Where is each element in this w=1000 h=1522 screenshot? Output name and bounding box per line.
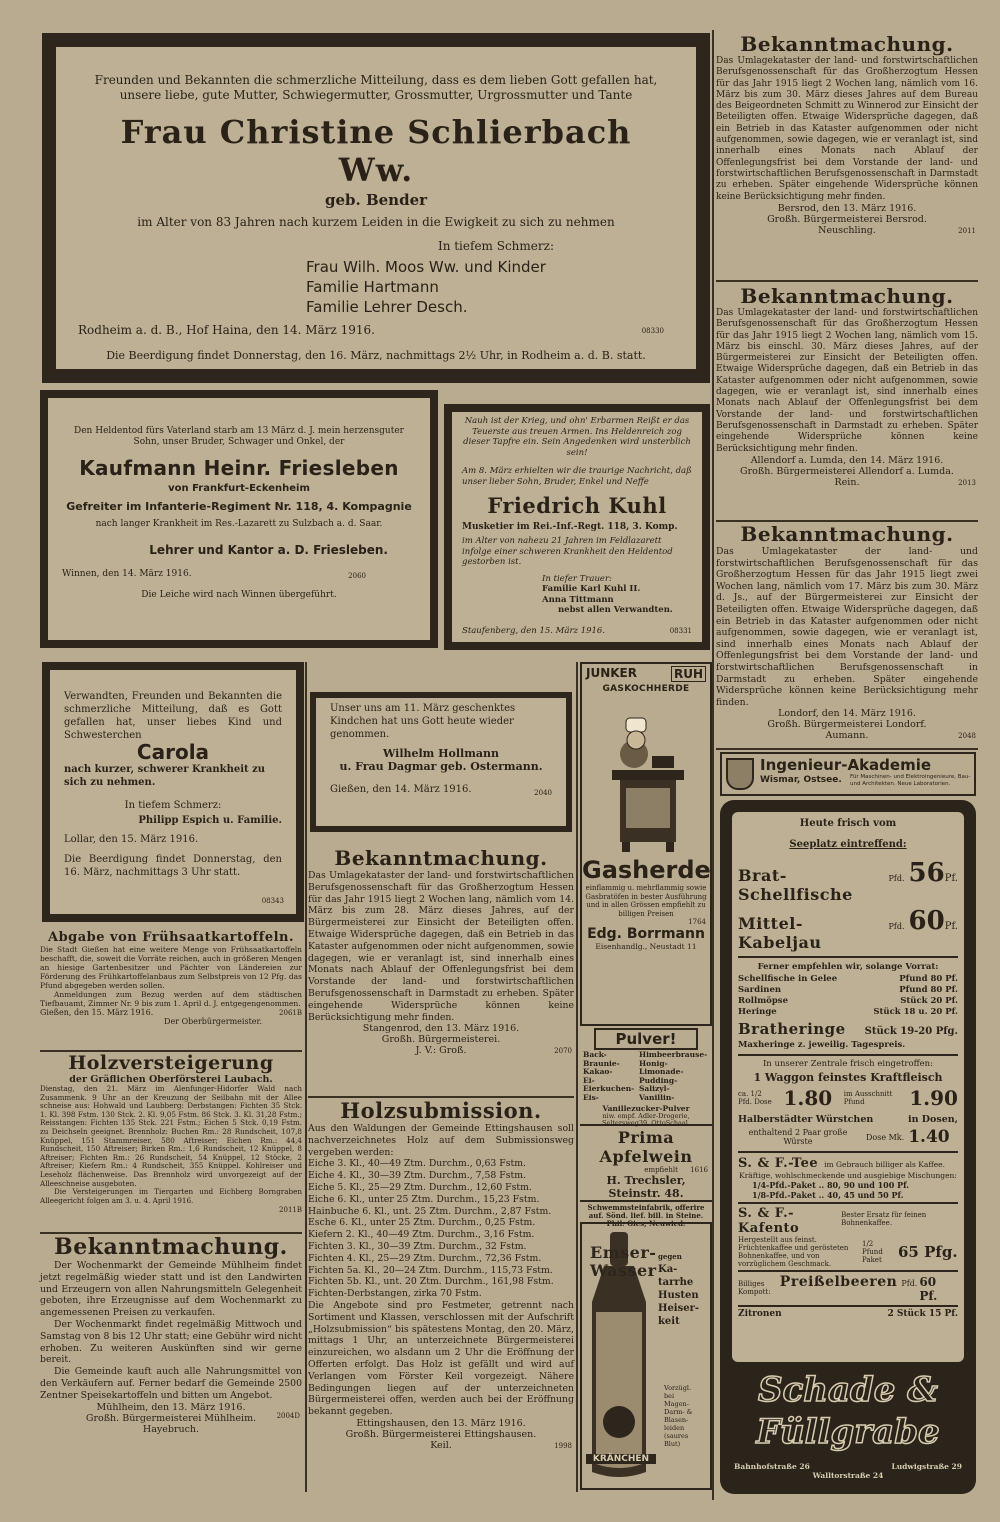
- list-item: Schellfische in Gelee Pfund 80 Pf.: [738, 974, 958, 984]
- schlierbach-code: 08330: [641, 327, 664, 335]
- hollmann-place: Gießen, den 14. März 1916.: [330, 784, 472, 795]
- list-item: Fichten 4. Kl., 25—29 Ztm. Durchm., 72,36 Fstm.: [308, 1252, 542, 1264]
- apfelwein-sub: empfiehlt: [644, 1166, 678, 1174]
- obituary-carola: [42, 662, 304, 922]
- fisch-price4: 1.90: [909, 1086, 958, 1110]
- fisch-matjes: Maxheringe z. jeweilig. Tagespreis.: [738, 1040, 906, 1050]
- list-item: Sardinen Pfund 80 Pf.: [738, 985, 958, 995]
- notice-holzversteigerung: [40, 1052, 302, 1230]
- fisch-item2: Mittel-Kabeljau: [738, 914, 822, 952]
- list-item: Eiche 6. Kl., unter 25 Ztm. Durchm., 15,23 Fstm.: [308, 1193, 540, 1205]
- bersrod-signer: Neuschling.: [818, 224, 876, 236]
- kaf-desc: Hergestellt aus feinst. Früchtenkaffee und gerösteten Bohnenkaffee, und von vorzüglichem Geschmack.: [738, 1236, 849, 1268]
- ad-emser-wasser: [580, 1222, 712, 1490]
- muehlheim-body2: Der Wochenmarkt findet regelmäßig Mittwoch und Samstag von 8 bis 12 Uhr statt; eine Gebühr wird nicht erhoben. Zu weiteren Auskünften sind wir gerne bereit.: [40, 1318, 302, 1366]
- fisch-unit1: Pfd.: [888, 874, 905, 883]
- holzversteigerung-body2: Die Versteigerungen im Tiergarten und Eichberg Borngraben Alleegericht folgen am 3. u. 4. April 1916.: [40, 1187, 302, 1205]
- londorf-code: 2048: [958, 732, 976, 741]
- kaf-sub: Bester Ersatz für feinen Bohnenkaffee.: [841, 1211, 927, 1227]
- bersrod-code: 2011: [958, 226, 976, 235]
- allendorf-body: Das Umlagekataster der land- und forstwirtschaftlichen Berufsgenossenschaft für das Großherzogtum Hessen für das Jahr 1915 liegt 2 Wochen lang, nämlich vom 15. März bis einschl. 30. März dieses Jahres, auf der Bürgermeisterei zur Einsicht der Beteiligten offen. Etwaige Widersprüche dagegen, daß ein Betrieb in das Kataster aufgenommen oder nicht aufgenommen, sowie dagegen, wie er veranlagt ist, sind innerhalb eines Monats nach Ablauf der Offenlegungsfrist bei dem Vorstande der land- und forstwirtschaftlichen Berufsgenossenschaft in Darmstadt zu erheben. Später eingehende Widersprüche können keine Berücksichtigung mehr finden.: [716, 308, 978, 454]
- junker-brand1: JUNKER: [586, 666, 637, 680]
- junker-headline: Gasherde: [582, 856, 711, 884]
- notice-allendorf: [716, 284, 978, 520]
- kaf-pkt: 1/2 Pfund Paket: [862, 1240, 883, 1264]
- divider: [716, 280, 978, 282]
- fruehsaat-place: Gießen, den 15. März 1916.: [40, 1008, 154, 1017]
- list-item: Fichten 5a. Kl., 20—24 Ztm. Durchm., 115,73 Fstm.: [308, 1264, 553, 1276]
- column-divider: [712, 30, 714, 1500]
- allendorf-signer: Rein.: [834, 476, 860, 488]
- junker-sub: GASKOCHHERDE: [602, 684, 690, 694]
- schlierbach-grief: In tiefem Schmerz:: [437, 239, 554, 253]
- schade-addr1: Bahnhofstraße 26: [734, 1462, 810, 1471]
- kuhl-family2: Anna Tittmann: [542, 594, 614, 605]
- schade-name1: Schade &: [758, 1370, 938, 1410]
- ad-akademie: [720, 752, 976, 796]
- kuhl-place: Staufenberg, den 15. März 1916.: [462, 625, 606, 636]
- friesleben-from: von Frankfurt-Eckenheim: [168, 483, 310, 495]
- hollmann-name2: u. Frau Dagmar geb. Ostermann.: [339, 760, 543, 773]
- friesleben-illness: nach langer Krankheit im Res.-Lazarett zu Sulzbach a. d. Saar.: [95, 519, 383, 530]
- obituary-hollmann: [310, 692, 572, 832]
- holzsubmission-signer: Keil.: [430, 1439, 452, 1451]
- junker-address: Eisenhandlg., Neustadt 11: [595, 942, 697, 951]
- fisch-brat-price: Stück 19-20 Pfg.: [864, 1026, 958, 1037]
- muehlheim-body: Der Wochenmarkt der Gemeinde Mühlheim findet jetzt regelmäßig wieder statt und ist den Landwirten und Erzeugern von allen Nahrungsmitteln Gelegenheit geboten, ihre Erzeugnisse auf dem Wochenmarkt zu angemessenen Preisen zu verkaufen.: [40, 1260, 302, 1319]
- fisch-zentral: In unserer Zentrale frisch eingetroffen:: [762, 1059, 934, 1069]
- schlierbach-family2: Familie Hartmann: [306, 278, 439, 296]
- fisch-dose1: ca. 1/2 Pfd. Dose: [738, 1090, 772, 1106]
- list-item: Fichten 3. Kl., 30—39 Ztm. Durchm., 32 Fstm.: [308, 1240, 527, 1252]
- list-item: Eiche 5. Kl., 25—29 Ztm. Durchm., 12,60 Fstm.: [308, 1181, 532, 1193]
- holzsubmission-list: [308, 1158, 574, 1300]
- tee-p-price: 60 Pf.: [919, 1275, 938, 1303]
- pulver-col2: Himbeerbrause- Honig- Limonade- Pudding- Salizyl- Vanillin-: [639, 1050, 708, 1102]
- kuhl-intro: Am 8. März erhielten wir die traurige Nachricht, daß unser lieber Sohn, Bruder, Enkel und Neffe: [462, 466, 692, 487]
- holzversteigerung-code: 2011B: [279, 1206, 302, 1215]
- londorf-title: Bekanntmachung.: [740, 522, 954, 546]
- carola-place: Lollar, den 15. März 1916.: [64, 834, 199, 845]
- stangenrod-body: Das Umlagekataster der land- und forstwirtschaftlichen Berufsgenossenschaft für das Großherzogtum Hessen für das Jahr 1915 liegt 2 Wochen lang, nämlich vom 14. März bis zum 28. März dieses Jahres, auf der Bürgermeisterei zur Einsicht der Beteiligten offen. Etwaige Widersprüche dagegen, daß ein Betrieb in das Kataster aufgenommen oder nicht aufgenommen, sowie dagegen, wie er veranlagt ist, sind innerhalb eines Monats nach Ablauf der Offenlegungsfrist bei dem Vorstande der land- und forstwirtschaftlichen Berufsgenossenschaft in Darmstadt zu erheben. Später eingehende Widersprüche können keine Berücksichtigung mehr finden.: [308, 870, 574, 1023]
- list-item: Esche 6. Kl., unter 25 Ztm. Durchm., 0,25 Fstm.: [308, 1217, 536, 1229]
- kuhl-name: Friedrich Kuhl: [487, 493, 667, 518]
- fisch-top2: Seeplatz eintreffend:: [789, 839, 907, 850]
- tee-desc: Kräftige, wohlschmeckende und ausgiebige Mischungen:: [739, 1171, 957, 1180]
- pulver-vendor: niw. empf. Adler-Drogerie, Seltersweg39, OttoSchaal.: [602, 1111, 690, 1128]
- schade-name2: Füllgrabe: [756, 1412, 940, 1452]
- notice-londorf: [716, 522, 978, 750]
- list-item: Fichten-Derbstangen, zirka 70 Fstm.: [308, 1288, 482, 1300]
- notice-holzsubmission: [308, 1098, 574, 1488]
- junker-body: einflammig u. mehrflammig sowie Gasbratöfen in bester Ausführung und in allen Grössen empfiehlt zu billigen Preisen: [585, 884, 707, 918]
- holzsubmission-code: 1998: [554, 1441, 572, 1450]
- gas-stove-illustration: [582, 694, 710, 854]
- kuhl-family3: nebst allen Verwandten.: [558, 605, 673, 615]
- tee-row2: 1/8-Pfd.-Paket .. 40, 45 und 50 Pf.: [752, 1190, 904, 1200]
- fisch-price2: 60: [908, 906, 945, 936]
- obituary-schlierbach: [42, 33, 710, 383]
- kuhl-family1: Familie Karl Kuhl II.: [542, 584, 641, 594]
- akademie-place: Wismar, Ostsee.: [760, 775, 842, 785]
- notice-muehlheim: [40, 1234, 302, 1486]
- emser-desc: gegen Ka- tarrhe Husten Heiser- keit: [658, 1252, 700, 1327]
- kuhl-age: im Alter von nahezu 21 Jahren im Feldlazarett infolge einer schweren Krankheit den Heldentod gestorben ist.: [462, 536, 673, 567]
- tee-p-unit: Pfd.: [901, 1279, 918, 1288]
- fisch-price3: 1.80: [783, 1086, 833, 1110]
- hollmann-intro: Unser uns am 11. März geschenktes Kindchen hat uns Gott heute wieder genommen.: [330, 703, 516, 740]
- fisch-top: Heute frisch vom: [799, 818, 897, 829]
- holzsubmission-body: Die Angebote sind pro Festmeter, getrennt nach Sortiment und Klassen, verschlossen mit der Aufschrift „Holzsubmission“ bis spätestens Montag, den 20. März, mittags 1 Uhr, an unterzeichnete Bürgermeisterei einzureichen, wo alsdann um 2 Uhr die Eröffnung der Offerten erfolgt. Das Holz ist gefällt und wird auf Verlangen vom Förster Keil vorgezeigt. Nähere Bedingungen liegen auf der unterzeichneten Bürgermeisterei offen, werden auch bei der Eröffnung bekannt gegeben.: [308, 1299, 574, 1418]
- column-divider: [305, 662, 307, 1492]
- tee-zitronen: Zitronen: [738, 1309, 782, 1319]
- londorf-place: Londorf, den 14. März 1916.: [778, 708, 916, 720]
- friesleben-rank: Gefreiter im Infanterie-Regiment Nr. 118, 4. Kompagnie: [66, 500, 412, 514]
- fisch-waggon: 1 Waggon feinstes Kraftfleisch: [753, 1071, 943, 1084]
- schade-addr3: Walltorstraße 24: [812, 1471, 884, 1480]
- stangenrod-office: Großh. Bürgermeisterei.: [381, 1034, 501, 1046]
- tee-kompott: Billiges Kompott:: [738, 1280, 771, 1296]
- bersrod-place: Bersrod, den 13. März 1916.: [777, 202, 917, 214]
- allendorf-code: 2013: [958, 478, 976, 487]
- stangenrod-place: Stangenrod, den 13. März 1916.: [362, 1023, 520, 1035]
- junker-code: 1764: [688, 918, 706, 926]
- stangenrod-signer: J. V.: Groß.: [415, 1045, 467, 1057]
- holzsubmission-place: Ettingshausen, den 13. März 1916.: [356, 1417, 526, 1429]
- kuhl-grief: In tiefer Trauer:: [542, 573, 612, 584]
- apfelwein-dealer: H. Trechsler, Steinstr. 48.: [580, 1174, 712, 1202]
- akademie-desc: Für Maschinen- und Elektroingenieure, Bau- und Architekten. Neue Laboratorien.: [850, 774, 971, 787]
- kaf-price: 65 Pfg.: [898, 1243, 958, 1261]
- friesleben-place: Winnen, den 14. März 1916.: [62, 568, 192, 579]
- carola-code: 08343: [261, 897, 284, 905]
- ad-junker-ruh: [580, 662, 712, 1026]
- pulver-line: Vanillezucker-Pulver: [602, 1103, 690, 1113]
- bersrod-body: Das Umlagekataster der land- und forstwirtschaftlichen Berufsgenossenschaft für das Großherzogtum Hessen für das Jahr 1915 liegt 2 Wochen lang, nämlich vom 16. März bis zum 30. März dieses Jahres auf dem Bureau des Beigeordneten Schmitt zu Winnerod zur Einsicht der Beteiligten offen. Etwaige Widersprüche dagegen, daß ein Betrieb in das Kataster aufgenommen oder nicht aufgenommen, sowie dagegen, wie er veranlagt ist, sind innerhalb eines Monats nach Ablauf der Offenlegungsfrist bei dem Vorstande der land- und forstwirtschaftlichen Berufsgenossenschaft in Darmstadt zu erheben. Später eingehende Widersprüche können keine Berücksichtigung mehr finden.: [716, 56, 978, 202]
- carola-signed: Philipp Espich u. Familie.: [138, 815, 282, 826]
- ad-schade-fuellgrabe: [720, 800, 976, 1494]
- bersrod-office: Großh. Bürgermeisterei Bersrod.: [767, 213, 927, 225]
- notice-fruehsaat: [40, 930, 302, 1050]
- tee-row1: 1/4-Pfd.-Paket .. 80, 90 und 100 Pf.: [752, 1180, 910, 1190]
- londorf-body: Das Umlagekataster der land- und forstwirtschaftlichen Berufsgenossenschaft für das Großherzogtum Hessen für das Jahr 1915 liegt zwei Wochen lang, nämlich vom 17. März bis zum 30. März d. Js., auf der Bürgermeisterei zur Einsicht der Beteiligten offen. Etwaige Widersprüche dagegen, daß ein Betrieb in das Kataster aufgenommen oder nicht aufgenommen, sowie dagegen, wie er veranlagt ist, sind innerhalb eines Monats nach Ablauf der Offenlegungsfrist bei dem Vorstande der land- und forstwirtschaftlichen Berufsgenossenschaft in Darmstadt zu erheben. Später eingehende Widersprüche können keine Berücksichtigung mehr finden.: [716, 546, 978, 708]
- list-item: Rollmöpse Stück 20 Pf.: [738, 996, 958, 1006]
- fisch-offer: Ferner empfehlen wir, solange Vorrat:: [757, 962, 939, 972]
- fisch-cur1: Pf.: [944, 873, 958, 884]
- allendorf-place: Allendorf a. Lumda, den 14. März 1916.: [750, 454, 944, 466]
- kuhl-rank: Musketier im Rei.-Inf.-Regt. 118, 3. Komp.: [462, 522, 678, 532]
- schlierbach-family1: Frau Wilh. Moos Ww. und Kinder: [306, 258, 546, 276]
- stangenrod-code: 2070: [554, 1047, 572, 1056]
- list-item: Kiefern 2. Kl., 40—49 Ztm. Durchm., 3,16 Fstm.: [308, 1229, 535, 1241]
- muehlheim-title: Bekanntmachung.: [54, 1234, 288, 1260]
- allendorf-title: Bekanntmachung.: [740, 284, 954, 308]
- divider: [716, 748, 978, 750]
- fruehsaat-code: 2061B: [279, 1009, 302, 1017]
- pulver-code: 1616: [690, 1166, 708, 1174]
- pulver-col1: Back- Braunie- Kakao- Ei- Eierkuchen- Eis-: [583, 1050, 635, 1102]
- fisch-unit2: Pfd.: [888, 922, 905, 931]
- ad-pulver: [580, 1028, 712, 1126]
- schlierbach-place: Rodheim a. d. B., Hof Haina, den 14. März 1916.: [78, 323, 375, 337]
- fisch-cur2: Pf.: [944, 921, 958, 932]
- crest-icon: [726, 758, 754, 790]
- list-item: Eiche 3. Kl., 40—49 Ztm. Durchm., 0,63 Fstm.: [308, 1158, 527, 1170]
- muehlheim-place: Mühlheim, den 13. März 1916.: [96, 1401, 246, 1413]
- emser-badge: KRÄNCHEN: [586, 1454, 656, 1464]
- fisch-brat: Bratheringe: [738, 1020, 846, 1038]
- junker-dealer: Edg. Borrmann: [587, 926, 705, 942]
- fisch-price1: 56: [908, 858, 945, 888]
- emser-brand: Emser-Wasser: [590, 1243, 657, 1280]
- fisch-halb2: in Dosen,: [907, 1114, 958, 1125]
- hollmann-name1: Wilhelm Hollmann: [382, 747, 499, 760]
- fruehsaat-body2: Anmeldungen zum Bezug werden auf dem städtischen Tiefbauamt, Zimmer Nr. 9 bis zum 1. April d. J. entgegengenommen.: [40, 990, 302, 1008]
- schade-addr2: Ludwigstraße 29: [891, 1462, 962, 1471]
- fisch-halb-dose: Dose Mk.: [866, 1132, 905, 1142]
- obituary-friesleben: [40, 390, 438, 648]
- schlierbach-age: im Alter von 83 Jahren nach kurzem Leiden in die Ewigkeit zu sich zu nehmen: [137, 215, 615, 229]
- list-item: Hainbuche 6. Kl., unt. 25 Ztm. Durchm., 2,87 Fstm.: [308, 1205, 552, 1217]
- friesleben-name: Kaufmann Heinr. Friesleben: [79, 456, 399, 481]
- fisch-halb3: enthaltend 2 Paar große Würste: [748, 1128, 848, 1146]
- fruehsaat-body: Die Stadt Gießen hat eine weitere Menge von Frühsaatkartoffeln beschafft, die, soweit die Vorräte reichen, auch in größeren Mengen an hiesige Gartenbesitzer und Pächter von Ländereien zur Förderung des Frühkartoffelanbaus zum Selbstpreis von 12 Pfg. das Pfund abgegeben werden sollen.: [40, 945, 302, 990]
- carola-intro: Verwandten, Freunden und Bekannten die schmerzliche Mitteilung, daß es Gott gefallen hat, unser liebes Kind und Schwesterchen: [64, 691, 282, 741]
- carola-after: nach kurzer, schwerer Krankheit zu sich zu nehmen.: [64, 764, 266, 788]
- fisch-list: [738, 974, 958, 1018]
- fisch-halb: Halberstädter Würstchen: [738, 1114, 874, 1125]
- fruehsaat-office: Der Oberbürgermeister.: [164, 1017, 262, 1026]
- friesleben-code: 2060: [348, 571, 366, 580]
- pulver-title: Pulver!: [594, 1028, 698, 1050]
- fruehsaat-title: Abgabe von Frühsaatkartoffeln.: [47, 930, 295, 945]
- emser-side: Vorzügl. bei Magen- Darm- & Blasen- leiden (saures Blut): [664, 1384, 693, 1448]
- muehlheim-body3: Die Gemeinde kauft auch alle Nahrungsmittel von den Verkäufern auf. Ferner bedarf die Gemeinde 2500 Zentner Speisekartoffeln und bitten um Angebot.: [40, 1366, 302, 1401]
- fisch-price5: 1.40: [908, 1127, 950, 1147]
- schlierbach-funeral: Die Beerdigung findet Donnerstag, den 16. März, nachmittags 2½ Uhr, in Rodheim a. d. B. statt.: [106, 349, 646, 362]
- apfelwein-title: Prima Apfelwein: [599, 1128, 693, 1166]
- holzsubmission-office: Großh. Bürgermeisterei Ettingshausen.: [345, 1428, 537, 1440]
- list-item: Eiche 4. Kl., 30—39 Ztm. Durchm., 7,58 Fstm.: [308, 1170, 527, 1182]
- junker-brand2: RUH: [671, 666, 706, 682]
- list-item: Heringe Stück 18 u. 20 Pf.: [738, 1007, 958, 1017]
- obituary-kuhl: [444, 404, 710, 650]
- tee-title: S. & F.-Tee: [738, 1156, 819, 1171]
- holzversteigerung-title: Holzversteigerung: [68, 1052, 274, 1074]
- londorf-signer: Aumann.: [825, 730, 869, 742]
- holzsubmission-title: Holzsubmission.: [340, 1098, 542, 1123]
- friesleben-body: Die Leiche wird nach Winnen übergeführt.: [141, 589, 337, 600]
- akademie-title: Ingenieur-Akademie: [760, 756, 932, 774]
- schlierbach-born: geb. Bender: [324, 191, 428, 209]
- kuhl-code: 08331: [669, 626, 692, 635]
- schlierbach-family3: Familie Lehrer Desch.: [306, 298, 468, 316]
- notice-bersrod: [716, 32, 978, 278]
- tee-z-price: 2 Stück 15 Pf.: [887, 1309, 958, 1319]
- fisch-dose2: im Ausschnitt Pfund: [843, 1090, 893, 1106]
- tee-preisselbeeren: Preißelbeeren: [779, 1274, 898, 1290]
- column-divider: [576, 662, 578, 1492]
- friesleben-signed: Lehrer und Kantor a. D. Friesleben.: [149, 542, 388, 557]
- carola-name: Carola: [136, 740, 210, 764]
- holzsubmission-intro: Aus den Waldungen der Gemeinde Ettingshausen soll nachverzeichnetes Holz auf dem Submissionsweg vergeben werden:: [308, 1123, 574, 1158]
- list-item: Fichten 5b. Kl., unt. 20 Ztm. Durchm., 161,98 Fstm.: [308, 1276, 554, 1288]
- kuhl-verse: Nauh ist der Krieg, und ohn' Erbarmen Reißt er das Teuerste aus treuen Armen. Ins Heldenreich zog dieser Tapfre ein. Sein Angedenken wird unsterblich sein!: [463, 416, 691, 458]
- apfelwein-body: Schwemmsteinfabrik, offerire auf. Sönd. lief. bill. in Steine. Phil. Gies, Neuwied.: [587, 1203, 705, 1229]
- carola-funeral: Die Beerdigung findet Donnerstag, den 16. März, nachmittags 3 Uhr statt.: [64, 854, 282, 878]
- fisch-item1: Brat-Schellfische: [738, 866, 853, 904]
- allendorf-office: Großh. Bürgermeisterei Allendorf a. Lumda.: [740, 465, 954, 477]
- notice-stangenrod: [308, 846, 574, 1094]
- schlierbach-intro: Freunden und Bekannten die schmerzliche Mitteilung, dass es dem lieben Gott gefallen hat, unsere liebe, gute Mutter, Schwiegermutter, Grossmutter, Urgrossmutter und Tante: [94, 73, 658, 102]
- schlierbach-name: Frau Christine Schlierbach Ww.: [120, 113, 632, 189]
- holzversteigerung-body: Dienstag, den 21. März im Alenfunger-Hidorfer Wald nach Zusammenk. 9 Uhr an der Kreuzung der Seilbahn mit der Allee schneise aus: Hohwald und Laubberg: Derbstangen: Fichten 35 Stck. 1. Kl. 398 Fstm. 130 Stck. 2. Kl. 9,05 Fstm. 86 Stck. 3. Kl. 31,28 Fstm.; Reisstangen: Fichten 135 Stck. 221 Fstm.; Eichen 5 Stck. 0,19 Fstm. zu Deichseln geeignet. Brennholz: Buchen Rm.: 28 Rundscheit, 107,8 Knüppel, 151 Stammreiser, 580 Aftreiser; Eichen Rm.: 44,4 Rundscheit, 150 Aftreiser; Birken Rm.: 1,6 Rundscheit, 12 Knüppel, 8 Aftreiser; Fichten Rm.: 26 Rundscheit, 54 Knüppel, 12 Stöcke, 2 Aftreiser; Kiefern Rm.: 4 Rundscheit, 355 Knüppel. Kohlreiser und Leseholz flächenweise. Das Brennholz wird unvorgezeigt auf der Alleeschneise ausgeboten.: [40, 1084, 302, 1188]
- stangenrod-title: Bekanntmachung.: [334, 846, 548, 870]
- carola-grief: In tiefem Schmerz:: [124, 800, 222, 811]
- hollmann-code: 2040: [534, 789, 552, 797]
- muehlheim-office: Großh. Bürgermeisterei Mühlheim.: [85, 1412, 257, 1424]
- muehlheim-signer: Hayebruch.: [142, 1423, 200, 1435]
- kaf-title: S. & F.-Kafento: [738, 1206, 800, 1236]
- muehlheim-code: 2004D: [276, 1411, 300, 1420]
- ad-apfelwein: [580, 1128, 712, 1229]
- holzversteigerung-sub: der Gräflichen Oberförsterei Laubach.: [69, 1074, 273, 1085]
- bersrod-title: Bekanntmachung.: [740, 32, 954, 56]
- tee-sub: im Gebrauch billiger als Kaffee.: [824, 1160, 945, 1169]
- londorf-office: Großh. Bürgermeisterei Londorf.: [767, 719, 927, 731]
- friesleben-intro: Den Heldentod fürs Vaterland starb am 13 März d. J. mein herzensguter Sohn, unser Bruder, Schwager und Onkel, der: [74, 426, 404, 448]
